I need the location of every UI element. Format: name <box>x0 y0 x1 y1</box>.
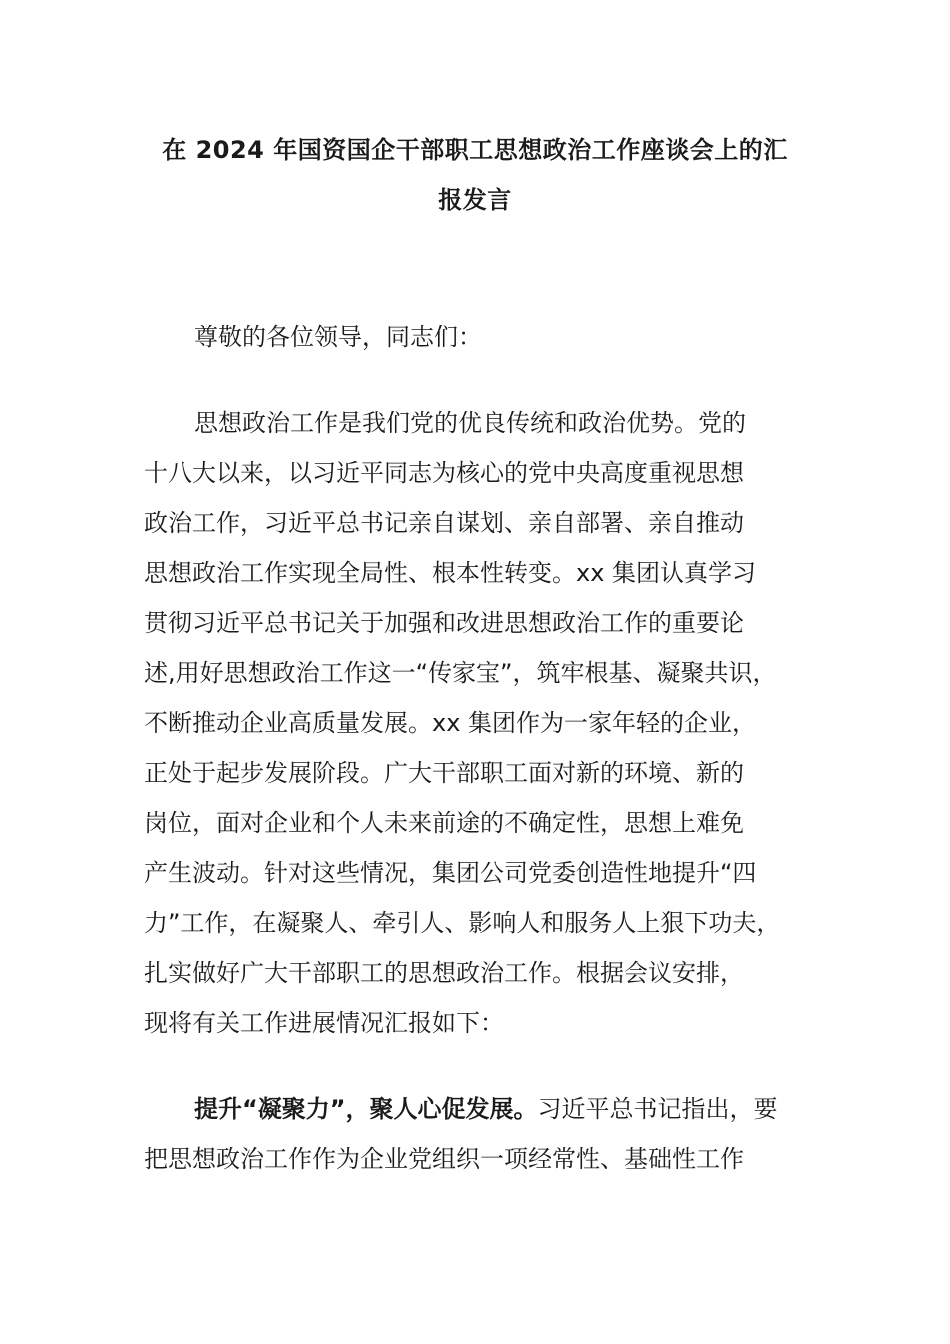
paragraph-1-line: 十八大以来，以习近平同志为核心的党中央高度重视思想 <box>144 459 744 487</box>
paragraph-1-line: 现将有关工作进展情况汇报如下： <box>144 1009 504 1037</box>
paragraph-1-line: 产生波动。针对这些情况，集团公司党委创造性地提升“四 <box>144 859 757 887</box>
document-title-line-1: 在 2024 年国资国企干部职工思想政治工作座谈会上的汇 <box>162 136 788 164</box>
paragraph-1-line: 思想政治工作是我们党的优良传统和政治优势。党的 <box>194 409 746 437</box>
paragraph-2-heading: 提升“凝聚力”，聚人心促发展。 <box>194 1095 538 1123</box>
document-title-line-2: 报发言 <box>438 186 512 214</box>
paragraph-1-line: 政治工作，习近平总书记亲自谋划、亲自部署、亲自推动 <box>144 509 744 537</box>
paragraph-1-line: 思想政治工作实现全局性、根本性转变。xx 集团认真学习 <box>144 559 757 587</box>
paragraph-1-line: 不断推动企业高质量发展。xx 集团作为一家年轻的企业， <box>144 709 757 737</box>
paragraph-1-line: 力”工作，在凝聚人、牵引人、影响人和服务人上狠下功夫， <box>144 909 781 937</box>
paragraph-1-line: 岗位，面对企业和个人未来前途的不确定性，思想上难免 <box>144 809 744 837</box>
paragraph-1-line: 扎实做好广大干部职工的思想政治工作。根据会议安排， <box>144 959 744 987</box>
paragraph-2-line-1-text: 习近平总书记指出，要 <box>537 1095 778 1123</box>
paragraph-1-line: 正处于起步发展阶段。广大干部职工面对新的环境、新的 <box>144 759 744 787</box>
paragraph-2-line-2: 把思想政治工作作为企业党组织一项经常性、基础性工作 <box>144 1145 744 1173</box>
salutation: 尊敬的各位领导，同志们： <box>194 323 482 351</box>
paragraph-1-line: 贯彻习近平总书记关于加强和改进思想政治工作的重要论 <box>144 609 744 637</box>
paragraph-1-line: 述,用好思想政治工作这一“传家宝”，筑牢根基、凝聚共识， <box>144 659 777 687</box>
paragraph-2-line-1 <box>194 1093 778 1125</box>
